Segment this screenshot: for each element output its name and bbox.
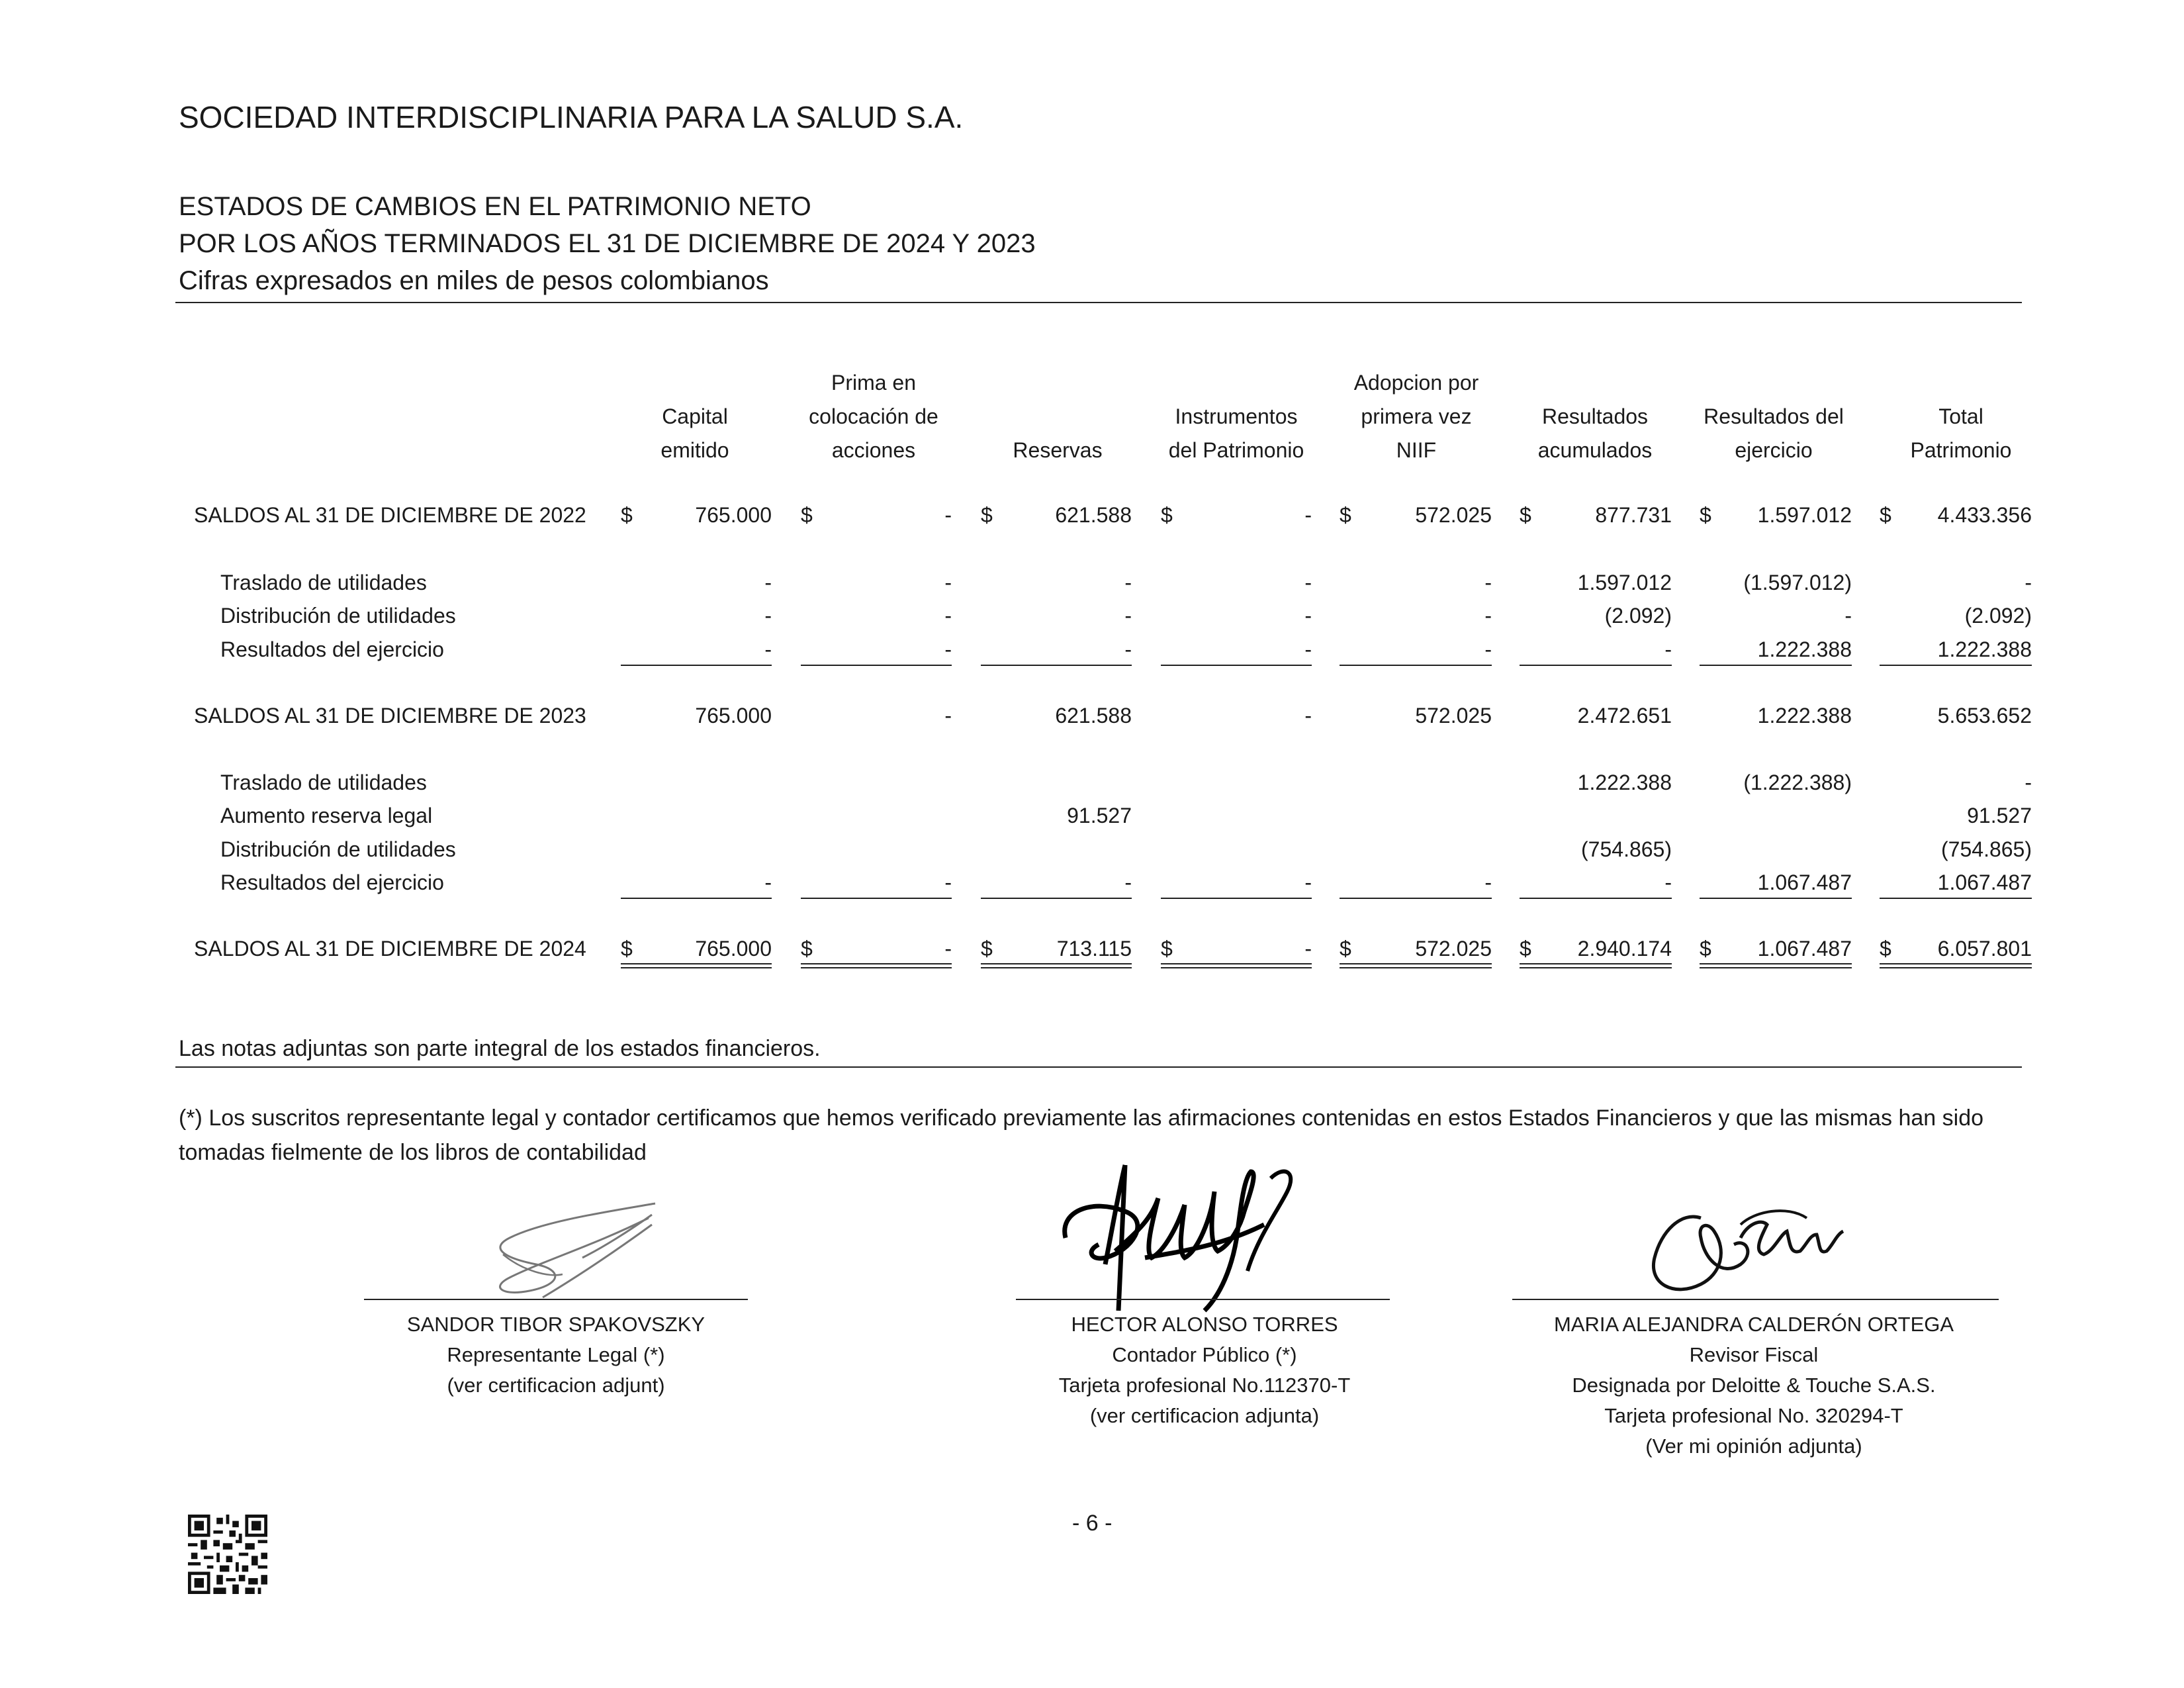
table-cell: - [1484, 604, 1492, 628]
column-header-line: acciones [831, 438, 916, 462]
table-cell: - [1664, 637, 1672, 661]
signatory-detail: (Ver mi opinión adjunta) [1645, 1434, 1862, 1458]
column-header-line: Instrumentos [1175, 404, 1298, 428]
total-double-underline [621, 963, 772, 964]
table-cell: 2.940.174 [1577, 937, 1672, 961]
table-cell: (1.222.388) [1743, 771, 1852, 794]
subtotal-underline [1700, 665, 1852, 666]
report-period: POR LOS AÑOS TERMINADOS EL 31 DE DICIEMBRE DE 2024 Y 2023 [179, 229, 1036, 258]
signature-line-3 [1512, 1299, 1999, 1300]
table-cell: 1.222.388 [1577, 771, 1672, 794]
report-title: ESTADOS DE CAMBIOS EN EL PATRIMONIO NETO [179, 192, 811, 221]
signatory-block-3 [1489, 1309, 2019, 1462]
column-header-line: ejercicio [1735, 438, 1813, 462]
subtotal-underline [1880, 898, 2032, 899]
table-cell: - [2025, 571, 2032, 594]
row-label: Traslado de utilidades [220, 571, 427, 594]
table-cell: - [2025, 771, 2032, 794]
column-header-line: Adopcion por [1353, 371, 1479, 395]
subtotal-underline [981, 898, 1132, 899]
currency-symbol: $ [1880, 503, 1891, 527]
subtotal-underline [801, 665, 952, 666]
page-number: - 6 - [1072, 1511, 1113, 1536]
subtotal-underline [1340, 665, 1492, 666]
table-cell: - [1304, 704, 1312, 727]
total-double-underline [621, 967, 772, 968]
currency-symbol: $ [981, 937, 993, 961]
currency-symbol: $ [1161, 503, 1173, 527]
table-cell: - [1304, 604, 1312, 628]
subtotal-underline [621, 898, 772, 899]
table-cell: 572.025 [1415, 503, 1492, 527]
column-header-line [1855, 366, 2067, 400]
column-header-line: del Patrimonio [1168, 438, 1304, 462]
table-cell: 1.597.012 [1577, 571, 1672, 594]
total-double-underline [981, 963, 1132, 964]
table-cell: - [1844, 604, 1852, 628]
table-cell: - [764, 604, 772, 628]
table-cell: - [1484, 637, 1492, 661]
row-label: Distribución de utilidades [220, 604, 456, 628]
currency-symbol: $ [621, 503, 633, 527]
currency-symbol: $ [1880, 937, 1891, 961]
table-cell: 572.025 [1415, 704, 1492, 727]
row-label: SALDOS AL 31 DE DICIEMBRE DE 2024 [194, 937, 586, 961]
table-cell: - [1304, 637, 1312, 661]
currency-symbol: $ [621, 937, 633, 961]
table-cell: - [1124, 870, 1132, 894]
total-double-underline [1520, 967, 1672, 968]
signatory-name: MARIA ALEJANDRA CALDERÓN ORTEGA [1553, 1313, 1954, 1336]
table-cell: 621.588 [1055, 704, 1132, 727]
subtotal-underline [1700, 898, 1852, 899]
notes-divider [175, 1066, 2022, 1068]
table-cell: 1.067.487 [1757, 870, 1852, 894]
subtotal-underline [1880, 665, 2032, 666]
signatory-role: Contador Público (*) [1112, 1343, 1297, 1366]
signature-accountant [1052, 1152, 1304, 1317]
table-cell: - [1304, 571, 1312, 594]
table-cell: 91.527 [1067, 804, 1132, 827]
total-double-underline [801, 963, 952, 964]
total-double-underline [1880, 967, 2032, 968]
column-header-line: Prima en [831, 371, 917, 395]
column-header [1668, 366, 1880, 467]
table-cell: 2.472.651 [1577, 704, 1672, 727]
table-cell: - [944, 604, 952, 628]
total-double-underline [1161, 963, 1312, 964]
table-cell: 877.731 [1595, 503, 1672, 527]
table-cell: (754.865) [1581, 837, 1672, 861]
table-cell: 765.000 [695, 937, 772, 961]
total-double-underline [1340, 967, 1492, 968]
column-header-line: emitido [660, 438, 729, 462]
signatory-role: Revisor Fiscal [1689, 1343, 1819, 1366]
signatory-role: Representante Legal (*) [447, 1343, 665, 1366]
total-double-underline [981, 967, 1132, 968]
table-cell: 713.115 [1056, 937, 1132, 961]
table-cell: - [1124, 571, 1132, 594]
company-name: SOCIEDAD INTERDISCIPLINARIA PARA LA SALUD S.A. [179, 100, 964, 134]
currency-symbol: $ [1700, 503, 1711, 527]
table-cell: - [1304, 503, 1312, 527]
table-cell: 765.000 [695, 503, 772, 527]
table-cell: - [1124, 604, 1132, 628]
column-header-line: Total [1938, 404, 1983, 428]
row-label: SALDOS AL 31 DE DICIEMBRE DE 2023 [194, 704, 586, 727]
signatory-detail: Tarjeta profesional No. 320294-T [1604, 1404, 1903, 1427]
table-cell: - [1304, 937, 1312, 961]
signature-line-1 [364, 1299, 748, 1300]
currency-symbol: $ [981, 503, 993, 527]
total-double-underline [1880, 963, 2032, 964]
table-cell: (1.597.012) [1743, 571, 1852, 594]
table-cell: - [764, 571, 772, 594]
column-header-line: Reservas [1013, 438, 1103, 462]
subtotal-underline [1161, 665, 1312, 666]
table-cell: 1.597.012 [1757, 503, 1852, 527]
column-header-line: Capital [662, 404, 728, 428]
subtotal-underline [1161, 898, 1312, 899]
row-label: Resultados del ejercicio [220, 637, 444, 661]
column-header-line: Resultados del [1704, 404, 1844, 428]
table-cell: - [1664, 870, 1672, 894]
table-cell: 621.588 [1055, 503, 1132, 527]
currency-symbol: $ [801, 937, 813, 961]
subtotal-underline [1340, 898, 1492, 899]
signature-legal-rep [463, 1192, 675, 1304]
table-cell: 1.222.388 [1757, 704, 1852, 727]
column-header-line: NIIF [1396, 438, 1437, 462]
table-cell: 1.222.388 [1937, 637, 2032, 661]
table-cell: (2.092) [1964, 604, 2032, 628]
column-header-line: acumulados [1537, 438, 1653, 462]
total-double-underline [1700, 967, 1852, 968]
currency-symbol: $ [1700, 937, 1711, 961]
signature-line-2 [1016, 1299, 1390, 1300]
signatory-detail: (ver certificacion adjunta) [1089, 1404, 1320, 1427]
table-cell: 6.057.801 [1937, 937, 2032, 961]
signatory-block-2 [973, 1309, 1436, 1431]
table-cell: - [1304, 870, 1312, 894]
row-label: Traslado de utilidades [220, 771, 427, 794]
report-currency: Cifras expresados en miles de pesos colombianos [179, 266, 769, 295]
currency-symbol: $ [801, 503, 813, 527]
table-cell: 5.653.652 [1937, 704, 2032, 727]
subtotal-underline [1520, 665, 1672, 666]
column-header-line: Patrimonio [1910, 438, 2012, 462]
table-cell: 91.527 [1967, 804, 2032, 827]
subtotal-underline [981, 665, 1132, 666]
table-cell: - [944, 637, 952, 661]
column-header-line: primera vez [1361, 404, 1472, 428]
column-header-line [1668, 366, 1880, 400]
table-cell: - [1124, 637, 1132, 661]
table-cell: - [944, 571, 952, 594]
total-double-underline [1340, 963, 1492, 964]
subtotal-underline [1520, 898, 1672, 899]
currency-symbol: $ [1340, 937, 1351, 961]
signature-fiscal-reviewer [1635, 1198, 1853, 1304]
subtotal-underline [801, 898, 952, 899]
column-header-line: colocación de [809, 404, 938, 428]
table-cell: - [1484, 870, 1492, 894]
row-label: Resultados del ejercicio [220, 870, 444, 894]
row-label: Distribución de utilidades [220, 837, 456, 861]
currency-symbol: $ [1520, 503, 1531, 527]
table-cell: 765.000 [695, 704, 772, 727]
table-cell: 572.025 [1415, 937, 1492, 961]
signatory-detail: Designada por Deloitte & Touche S.A.S. [1572, 1374, 1936, 1397]
table-cell: 4.433.356 [1937, 503, 2032, 527]
table-cell: 1.067.487 [1757, 937, 1852, 961]
notes-text: Las notas adjuntas son parte integral de los estados financieros. [179, 1036, 821, 1061]
signatory-detail: (ver certificacion adjunt) [447, 1374, 665, 1397]
row-label: Aumento reserva legal [220, 804, 433, 827]
signatory-detail: Tarjeta profesional No.112370-T [1058, 1374, 1351, 1397]
table-cell: - [944, 870, 952, 894]
table-cell: 1.067.487 [1937, 870, 2032, 894]
header-divider [175, 302, 2022, 303]
table-cell: (2.092) [1604, 604, 1672, 628]
table-cell: (754.865) [1941, 837, 2032, 861]
column-header-line: Resultados [1541, 404, 1649, 428]
table-cell: - [944, 503, 952, 527]
currency-symbol: $ [1161, 937, 1173, 961]
signatory-block-1 [331, 1309, 781, 1401]
currency-symbol: $ [1340, 503, 1351, 527]
table-cell: - [764, 637, 772, 661]
subtotal-underline [621, 665, 772, 666]
row-label: SALDOS AL 31 DE DICIEMBRE DE 2022 [194, 503, 586, 527]
currency-symbol: $ [1520, 937, 1531, 961]
column-header [768, 366, 979, 467]
total-double-underline [1161, 967, 1312, 968]
table-cell: - [764, 870, 772, 894]
table-cell: - [1484, 571, 1492, 594]
qr-code-icon [188, 1515, 267, 1594]
total-double-underline [801, 967, 952, 968]
table-cell: - [944, 937, 952, 961]
signatory-name: HECTOR ALONSO TORRES [1071, 1313, 1338, 1336]
total-double-underline [1700, 963, 1852, 964]
signatory-name: SANDOR TIBOR SPAKOVSZKY [406, 1313, 705, 1336]
total-double-underline [1520, 963, 1672, 964]
column-header [1855, 366, 2067, 467]
certification-text: (*) Los suscritos representante legal y contador certificamos que hemos verificado previamente las afirmaciones contenidas en estos Estados Financieros y que las mismas han sido tomadas fielmente de los libros de contabilidad [179, 1105, 1984, 1165]
table-cell: - [944, 704, 952, 727]
table-cell: 1.222.388 [1757, 637, 1852, 661]
